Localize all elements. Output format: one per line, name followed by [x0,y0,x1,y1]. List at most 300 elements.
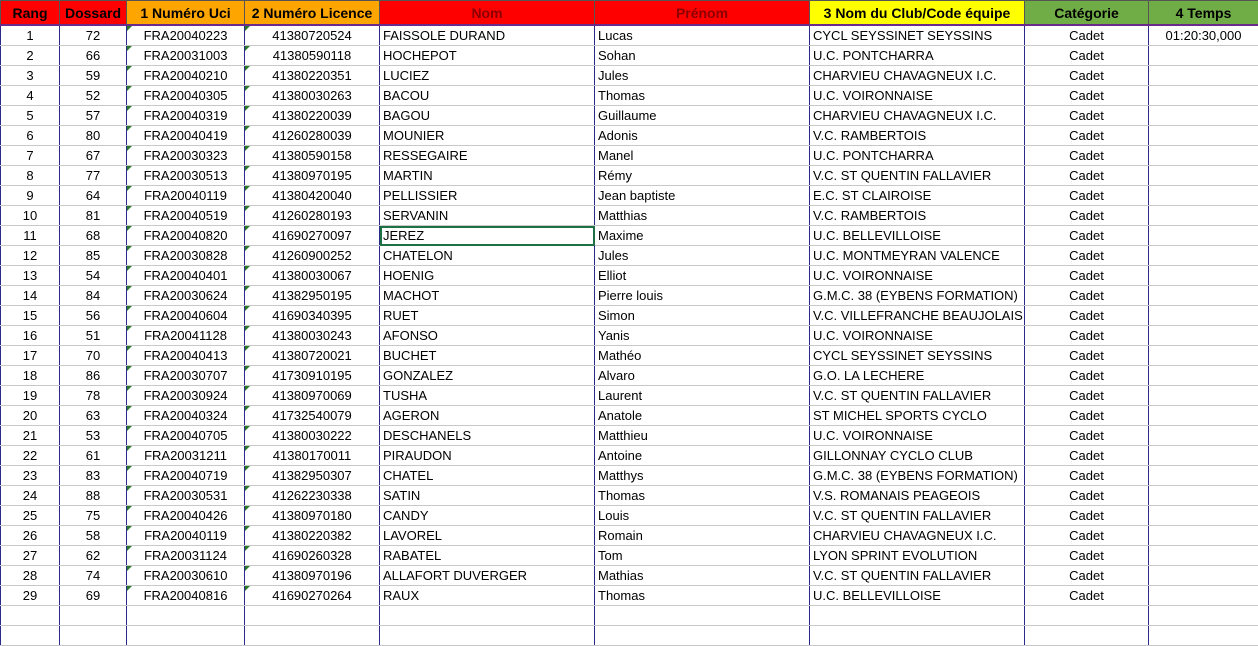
header-dossard[interactable]: Dossard [60,1,127,26]
cell-prenom[interactable]: Rémy [595,166,810,186]
cell-dossard[interactable]: 78 [60,386,127,406]
cell-dossard[interactable]: 59 [60,66,127,86]
cell-temps[interactable] [1149,366,1258,386]
cell-categorie[interactable]: Cadet [1025,286,1149,306]
cell-categorie[interactable]: Cadet [1025,166,1149,186]
cell-temps[interactable] [1149,246,1258,266]
header-rang[interactable]: Rang [1,1,60,26]
cell-dossard[interactable]: 64 [60,186,127,206]
cell-nom[interactable]: SATIN [380,486,595,506]
cell-numero-uci[interactable]: FRA20030513 [127,166,245,186]
cell-nom[interactable]: GONZALEZ [380,366,595,386]
cell-categorie[interactable]: Cadet [1025,306,1149,326]
cell-numero-licence[interactable]: 41380030067 [245,266,380,286]
cell-categorie[interactable]: Cadet [1025,226,1149,246]
cell-temps[interactable] [1149,306,1258,326]
cell-rang[interactable]: 17 [1,346,60,366]
table-row [1,586,1258,606]
table-row [1,226,1258,246]
cell-dossard[interactable]: 86 [60,366,127,386]
cell-rang[interactable]: 23 [1,466,60,486]
cell-prenom[interactable]: Thomas [595,586,810,606]
cell-club[interactable]: G.M.C. 38 (EYBENS FORMATION) [810,466,1025,486]
cell-numero-uci[interactable]: FRA20041128 [127,326,245,346]
cell-dossard[interactable]: 69 [60,586,127,606]
cell-categorie[interactable]: Cadet [1025,466,1149,486]
cell-prenom[interactable]: Anatole [595,406,810,426]
cell-rang[interactable]: 21 [1,426,60,446]
table-row [1,86,1258,106]
cell-dossard[interactable]: 62 [60,546,127,566]
empty-cell[interactable] [127,606,245,626]
cell-prenom[interactable]: Pierre louis [595,286,810,306]
cell-categorie[interactable]: Cadet [1025,426,1149,446]
cell-rang[interactable]: 15 [1,306,60,326]
cell-club[interactable]: CYCL SEYSSINET SEYSSINS [810,346,1025,366]
cell-numero-uci[interactable]: FRA20040119 [127,526,245,546]
cell-nom[interactable]: RESSEGAIRE [380,146,595,166]
cell-rang[interactable]: 5 [1,106,60,126]
empty-cell[interactable] [1,606,60,626]
cell-numero-licence[interactable]: 41262230338 [245,486,380,506]
cell-prenom[interactable]: Sohan [595,46,810,66]
cell-prenom[interactable]: Thomas [595,486,810,506]
cell-numero-licence[interactable]: 41690260328 [245,546,380,566]
cell-club[interactable]: CHARVIEU CHAVAGNEUX I.C. [810,526,1025,546]
empty-cell[interactable] [60,626,127,646]
cell-numero-licence[interactable]: 41380590118 [245,46,380,66]
cell-dossard[interactable]: 77 [60,166,127,186]
cell-prenom[interactable]: Jules [595,66,810,86]
cell-categorie[interactable]: Cadet [1025,526,1149,546]
cell-club[interactable]: V.C. RAMBERTOIS [810,126,1025,146]
cell-temps[interactable] [1149,286,1258,306]
cell-numero-licence[interactable]: 41382950307 [245,466,380,486]
cell-temps[interactable] [1149,566,1258,586]
cell-numero-licence[interactable]: 41380220382 [245,526,380,546]
cell-prenom[interactable]: Maxime [595,226,810,246]
cell-prenom[interactable]: Alvaro [595,366,810,386]
cell-categorie[interactable]: Cadet [1025,586,1149,606]
cell-rang[interactable]: 6 [1,126,60,146]
cell-numero-uci[interactable]: FRA20040319 [127,106,245,126]
cell-rang[interactable]: 2 [1,46,60,66]
cell-club[interactable]: V.C. RAMBERTOIS [810,206,1025,226]
cell-temps[interactable] [1149,446,1258,466]
cell-numero-uci[interactable]: FRA20040324 [127,406,245,426]
cell-rang[interactable]: 12 [1,246,60,266]
cell-prenom[interactable]: Matthieu [595,426,810,446]
cell-rang[interactable]: 11 [1,226,60,246]
cell-dossard[interactable]: 85 [60,246,127,266]
cell-rang[interactable]: 28 [1,566,60,586]
cell-dossard[interactable]: 67 [60,146,127,166]
empty-cell[interactable] [245,606,380,626]
cell-prenom[interactable]: Tom [595,546,810,566]
cell-temps[interactable] [1149,266,1258,286]
cell-nom[interactable]: BUCHET [380,346,595,366]
cell-prenom[interactable]: Manel [595,146,810,166]
cell-prenom[interactable]: Thomas [595,86,810,106]
empty-cell[interactable] [810,626,1025,646]
cell-club[interactable]: U.C. PONTCHARRA [810,146,1025,166]
cell-numero-licence[interactable]: 41690340395 [245,306,380,326]
cell-categorie[interactable]: Cadet [1025,506,1149,526]
cell-dossard[interactable]: 57 [60,106,127,126]
cell-dossard[interactable]: 53 [60,426,127,446]
cell-nom[interactable]: MARTIN [380,166,595,186]
cell-numero-licence[interactable]: 41380030263 [245,86,380,106]
cell-dossard[interactable]: 63 [60,406,127,426]
cell-club[interactable]: V.C. ST QUENTIN FALLAVIER [810,166,1025,186]
cell-rang[interactable]: 3 [1,66,60,86]
cell-rang[interactable]: 18 [1,366,60,386]
cell-prenom[interactable]: Lucas [595,25,810,46]
cell-categorie[interactable]: Cadet [1025,126,1149,146]
cell-numero-licence[interactable]: 41380720524 [245,25,380,46]
cell-prenom[interactable]: Matthys [595,466,810,486]
cell-numero-uci[interactable]: FRA20031003 [127,46,245,66]
cell-dossard[interactable]: 72 [60,25,127,46]
cell-numero-uci[interactable]: FRA20040305 [127,86,245,106]
cell-numero-licence[interactable]: 41380590158 [245,146,380,166]
cell-club[interactable]: V.C. VILLEFRANCHE BEAUJOLAIS [810,306,1025,326]
cell-temps[interactable] [1149,146,1258,166]
cell-prenom[interactable]: Adonis [595,126,810,146]
cell-nom[interactable]: SERVANIN [380,206,595,226]
cell-club[interactable]: CYCL SEYSSINET SEYSSINS [810,25,1025,46]
cell-temps[interactable] [1149,546,1258,566]
cell-temps[interactable] [1149,126,1258,146]
header-club[interactable]: 3 Nom du Club/Code équipe [810,1,1025,26]
cell-numero-uci[interactable]: FRA20040401 [127,266,245,286]
cell-categorie[interactable]: Cadet [1025,266,1149,286]
cell-club[interactable]: U.C. VOIRONNAISE [810,266,1025,286]
cell-temps[interactable] [1149,226,1258,246]
header-numero-uci[interactable]: 1 Numéro Uci [127,1,245,26]
cell-rang[interactable]: 1 [1,25,60,46]
cell-rang[interactable]: 19 [1,386,60,406]
cell-numero-uci[interactable]: FRA20040719 [127,466,245,486]
cell-rang[interactable]: 20 [1,406,60,426]
cell-dossard[interactable]: 74 [60,566,127,586]
cell-prenom[interactable]: Romain [595,526,810,546]
cell-numero-uci[interactable]: FRA20030924 [127,386,245,406]
cell-numero-licence[interactable]: 41380030222 [245,426,380,446]
cell-rang[interactable]: 22 [1,446,60,466]
cell-temps[interactable] [1149,346,1258,366]
cell-prenom[interactable]: Antoine [595,446,810,466]
cell-numero-uci[interactable]: FRA20040604 [127,306,245,326]
cell-club[interactable]: U.C. VOIRONNAISE [810,326,1025,346]
cell-club[interactable]: G.M.C. 38 (EYBENS FORMATION) [810,286,1025,306]
cell-numero-uci[interactable]: FRA20031124 [127,546,245,566]
table-row [1,366,1258,386]
cell-rang[interactable]: 27 [1,546,60,566]
cell-numero-licence[interactable]: 41380970180 [245,506,380,526]
cell-temps[interactable] [1149,46,1258,66]
cell-numero-licence[interactable]: 41260280039 [245,126,380,146]
cell-prenom[interactable]: Laurent [595,386,810,406]
cell-numero-uci[interactable]: FRA20030323 [127,146,245,166]
cell-club[interactable]: G.O. LA LECHERE [810,366,1025,386]
cell-nom[interactable]: TUSHA [380,386,595,406]
cell-nom[interactable]: MACHOT [380,286,595,306]
cell-categorie[interactable]: Cadet [1025,546,1149,566]
cell-nom[interactable]: LAVOREL [380,526,595,546]
cell-prenom[interactable]: Matthias [595,206,810,226]
empty-cell[interactable] [380,606,595,626]
empty-cell[interactable] [595,606,810,626]
cell-categorie[interactable]: Cadet [1025,386,1149,406]
cell-numero-licence[interactable]: 41732540079 [245,406,380,426]
cell-rang[interactable]: 26 [1,526,60,546]
cell-nom[interactable]: RAUX [380,586,595,606]
cell-club[interactable]: V.C. ST QUENTIN FALLAVIER [810,506,1025,526]
cell-numero-licence[interactable]: 41380970069 [245,386,380,406]
cell-dossard[interactable]: 68 [60,226,127,246]
cell-dossard[interactable]: 84 [60,286,127,306]
cell-temps[interactable] [1149,586,1258,606]
empty-cell[interactable] [1025,626,1149,646]
cell-club[interactable]: E.C. ST CLAIROISE [810,186,1025,206]
cell-prenom[interactable]: Louis [595,506,810,526]
cell-numero-licence[interactable]: 41380970196 [245,566,380,586]
cell-nom[interactable]: HOENIG [380,266,595,286]
cell-rang[interactable]: 9 [1,186,60,206]
cell-categorie[interactable]: Cadet [1025,346,1149,366]
header-numero-licence[interactable]: 2 Numéro Licence [245,1,380,26]
cell-nom[interactable]: FAISSOLE DURAND [380,25,595,46]
cell-prenom[interactable]: Jean baptiste [595,186,810,206]
table-row [1,426,1258,446]
cell-numero-licence[interactable]: 41380970195 [245,166,380,186]
empty-cell[interactable] [1025,606,1149,626]
cell-rang[interactable]: 13 [1,266,60,286]
cell-temps[interactable] [1149,186,1258,206]
cell-numero-licence[interactable]: 41690270097 [245,226,380,246]
cell-temps[interactable] [1149,386,1258,406]
cell-categorie[interactable]: Cadet [1025,326,1149,346]
cell-numero-uci[interactable]: FRA20040519 [127,206,245,226]
cell-temps[interactable] [1149,506,1258,526]
cell-numero-licence[interactable]: 41690270264 [245,586,380,606]
cell-numero-licence[interactable]: 41260900252 [245,246,380,266]
cell-club[interactable]: U.C. PONTCHARRA [810,46,1025,66]
cell-numero-uci[interactable]: FRA20040223 [127,25,245,46]
cell-categorie[interactable]: Cadet [1025,246,1149,266]
cell-nom[interactable]: LUCIEZ [380,66,595,86]
cell-categorie[interactable]: Cadet [1025,146,1149,166]
cell-nom[interactable]: RUET [380,306,595,326]
cell-nom[interactable]: BAGOU [380,106,595,126]
cell-nom[interactable]: PELLISSIER [380,186,595,206]
cell-club[interactable]: V.C. ST QUENTIN FALLAVIER [810,386,1025,406]
cell-numero-licence[interactable]: 41380720021 [245,346,380,366]
cell-dossard[interactable]: 66 [60,46,127,66]
cell-categorie[interactable]: Cadet [1025,106,1149,126]
cell-numero-uci[interactable]: FRA20031211 [127,446,245,466]
cell-nom[interactable]: CHATEL [380,466,595,486]
cell-club[interactable]: U.C. VOIRONNAISE [810,426,1025,446]
cell-prenom[interactable]: Mathéo [595,346,810,366]
cell-categorie[interactable]: Cadet [1025,25,1149,46]
cell-categorie[interactable]: Cadet [1025,66,1149,86]
cell-dossard[interactable]: 56 [60,306,127,326]
cell-dossard[interactable]: 52 [60,86,127,106]
header-categorie[interactable]: Catégorie [1025,1,1149,26]
cell-nom[interactable]: AGERON [380,406,595,426]
cell-nom[interactable]: CANDY [380,506,595,526]
cell-nom[interactable]: MOUNIER [380,126,595,146]
cell-dossard[interactable]: 80 [60,126,127,146]
cell-temps[interactable] [1149,466,1258,486]
cell-temps[interactable] [1149,486,1258,506]
cell-temps[interactable]: 01:20:30,000 [1149,25,1258,46]
cell-categorie[interactable]: Cadet [1025,486,1149,506]
cell-club[interactable]: U.C. MONTMEYRAN VALENCE [810,246,1025,266]
cell-nom[interactable]: ALLAFORT DUVERGER [380,566,595,586]
cell-rang[interactable]: 24 [1,486,60,506]
cell-prenom[interactable]: Mathias [595,566,810,586]
cell-dossard[interactable]: 88 [60,486,127,506]
empty-cell[interactable] [595,626,810,646]
cell-categorie[interactable]: Cadet [1025,566,1149,586]
cell-prenom[interactable]: Yanis [595,326,810,346]
empty-cell[interactable] [245,626,380,646]
cell-club[interactable]: GILLONNAY CYCLO CLUB [810,446,1025,466]
cell-prenom[interactable]: Jules [595,246,810,266]
cell-rang[interactable]: 25 [1,506,60,526]
cell-nom[interactable]: HOCHEPOT [380,46,595,66]
cell-temps[interactable] [1149,326,1258,346]
cell-rang[interactable]: 29 [1,586,60,606]
cell-categorie[interactable]: Cadet [1025,366,1149,386]
cell-club[interactable]: U.C. BELLEVILLOISE [810,586,1025,606]
header-nom[interactable]: Nom [380,1,595,26]
cell-temps[interactable] [1149,86,1258,106]
cell-club[interactable]: V.S. ROMANAIS PEAGEOIS [810,486,1025,506]
cell-club[interactable]: ST MICHEL SPORTS CYCLO [810,406,1025,426]
cell-temps[interactable] [1149,106,1258,126]
cell-dossard[interactable]: 51 [60,326,127,346]
cell-numero-licence[interactable]: 41380030243 [245,326,380,346]
cell-numero-licence[interactable]: 41380420040 [245,186,380,206]
cell-prenom[interactable]: Simon [595,306,810,326]
cell-dossard[interactable]: 58 [60,526,127,546]
cell-categorie[interactable]: Cadet [1025,406,1149,426]
cell-numero-licence[interactable]: 41380170011 [245,446,380,466]
cell-numero-uci[interactable]: FRA20040816 [127,586,245,606]
cell-club[interactable]: V.C. ST QUENTIN FALLAVIER [810,566,1025,586]
cell-temps[interactable] [1149,166,1258,186]
cell-rang[interactable]: 16 [1,326,60,346]
cell-club[interactable]: CHARVIEU CHAVAGNEUX I.C. [810,66,1025,86]
cell-numero-uci[interactable]: FRA20040426 [127,506,245,526]
cell-nom[interactable]: AFONSO [380,326,595,346]
cell-numero-licence[interactable]: 41730910195 [245,366,380,386]
cell-temps[interactable] [1149,526,1258,546]
cell-temps[interactable] [1149,206,1258,226]
cell-rang[interactable]: 4 [1,86,60,106]
cell-club[interactable]: U.C. VOIRONNAISE [810,86,1025,106]
cell-rang[interactable]: 10 [1,206,60,226]
cell-dossard[interactable]: 54 [60,266,127,286]
cell-numero-uci[interactable]: FRA20030707 [127,366,245,386]
cell-numero-licence[interactable]: 41380220351 [245,66,380,86]
cell-categorie[interactable]: Cadet [1025,446,1149,466]
table-row [1,66,1258,86]
empty-row [1,626,1258,646]
table-row [1,486,1258,506]
cell-rang[interactable]: 14 [1,286,60,306]
table-row [1,566,1258,586]
cell-nom[interactable]: CHATELON [380,246,595,266]
header-prenom[interactable]: Prénom [595,1,810,26]
empty-cell[interactable] [1149,606,1258,626]
cell-club[interactable]: CHARVIEU CHAVAGNEUX I.C. [810,106,1025,126]
cell-nom[interactable]: BACOU [380,86,595,106]
cell-dossard[interactable]: 81 [60,206,127,226]
cell-numero-licence[interactable]: 41260280193 [245,206,380,226]
cell-temps[interactable] [1149,406,1258,426]
cell-dossard[interactable]: 83 [60,466,127,486]
cell-categorie[interactable]: Cadet [1025,186,1149,206]
cell-numero-uci[interactable]: FRA20040119 [127,186,245,206]
cell-prenom[interactable]: Elliot [595,266,810,286]
cell-numero-uci[interactable]: FRA20040820 [127,226,245,246]
cell-temps[interactable] [1149,66,1258,86]
empty-cell[interactable] [1149,626,1258,646]
cell-numero-uci[interactable]: FRA20040413 [127,346,245,366]
cell-club[interactable]: U.C. BELLEVILLOISE [810,226,1025,246]
cell-numero-uci[interactable]: FRA20030828 [127,246,245,266]
cell-numero-licence[interactable]: 41382950195 [245,286,380,306]
empty-cell[interactable] [810,606,1025,626]
cell-nom[interactable]: RABATEL [380,546,595,566]
cell-numero-uci[interactable]: FRA20030610 [127,566,245,586]
cell-categorie[interactable]: Cadet [1025,206,1149,226]
cell-numero-uci[interactable]: FRA20040210 [127,66,245,86]
header-temps[interactable]: 4 Temps [1149,1,1258,26]
cell-prenom[interactable]: Guillaume [595,106,810,126]
cell-numero-uci[interactable]: FRA20030624 [127,286,245,306]
empty-cell[interactable] [380,626,595,646]
cell-numero-uci[interactable]: FRA20030531 [127,486,245,506]
cell-club[interactable]: LYON SPRINT EVOLUTION [810,546,1025,566]
cell-categorie[interactable]: Cadet [1025,86,1149,106]
cell-dossard[interactable]: 61 [60,446,127,466]
table-row [1,246,1258,266]
cell-numero-uci[interactable]: FRA20040419 [127,126,245,146]
empty-cell[interactable] [127,626,245,646]
cell-dossard[interactable]: 75 [60,506,127,526]
empty-cell[interactable] [60,606,127,626]
cell-nom[interactable]: JEREZ [380,226,595,246]
cell-nom[interactable]: PIRAUDON [380,446,595,466]
cell-numero-uci[interactable]: FRA20040705 [127,426,245,446]
table-row [1,386,1258,406]
cell-nom[interactable]: DESCHANELS [380,426,595,446]
cell-dossard[interactable]: 70 [60,346,127,366]
cell-numero-licence[interactable]: 41380220039 [245,106,380,126]
cell-categorie[interactable]: Cadet [1025,46,1149,66]
empty-cell[interactable] [1,626,60,646]
cell-temps[interactable] [1149,426,1258,446]
table-row [1,326,1258,346]
cell-rang[interactable]: 8 [1,166,60,186]
cell-rang[interactable]: 7 [1,146,60,166]
